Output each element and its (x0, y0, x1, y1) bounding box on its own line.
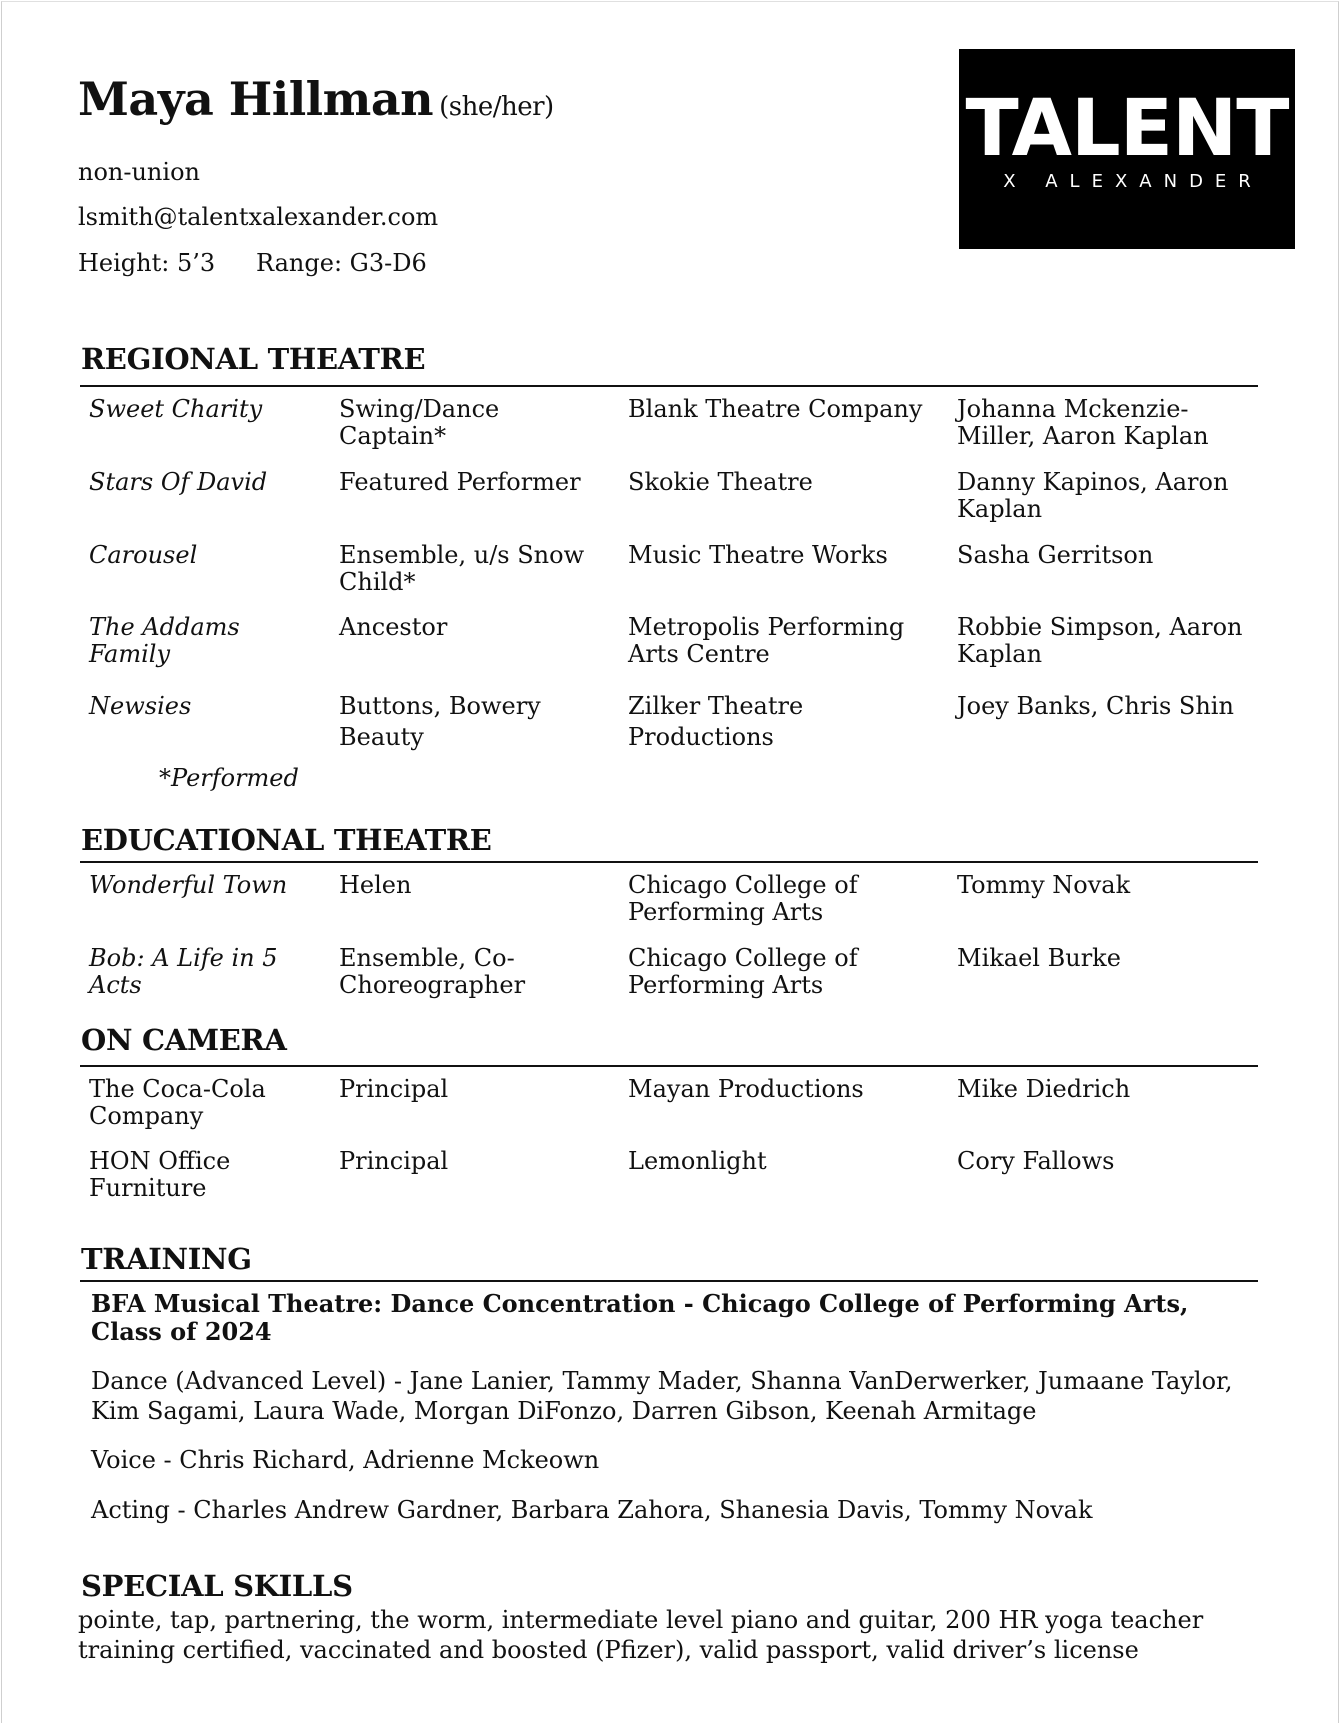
role: Ancestor (339, 613, 448, 641)
pronouns: (she/her) (439, 92, 554, 122)
actor-name: Maya Hillman (she/her) (78, 72, 554, 126)
training-degree: BFA Musical Theatre: Dance Concentration - Chicago College of Performing Arts, Class of 2024 (91, 1289, 1189, 1346)
footnote: *Performed (159, 764, 299, 792)
role: Principal (339, 1075, 449, 1103)
production-company: Lemonlight (628, 1147, 767, 1175)
company: Chicago College of Performing Arts (628, 871, 858, 926)
role: Featured Performer (339, 468, 581, 496)
show-title: Stars Of David (89, 468, 268, 496)
company: Skokie Theatre (628, 468, 813, 496)
training-voice: Voice - Chris Richard, Adrienne Mckeown (91, 1446, 600, 1474)
agency-logo (959, 49, 1295, 249)
height: Height: 5’3 (78, 249, 216, 277)
union-status: non-union (78, 158, 200, 186)
company: Zilker Theatre Productions (628, 692, 804, 751)
show-title: Bob: A Life in 5 Acts (89, 944, 278, 999)
director: Sasha Gerritson (957, 541, 1154, 569)
role: Swing/Dance Captain* (339, 395, 500, 450)
director: Johanna Mckenzie-Miller, Aaron Kaplan (957, 395, 1209, 450)
company: Metropolis Performing Arts Centre (628, 613, 905, 668)
training-dance: Dance (Advanced Level) - Jane Lanier, Tammy Mader, Shanna VanDerwerker, Jumaane Taylor, Kim Sagami, Laura Wade, Morgan DiFonzo, Darren Gibson, Keenah Armitage (91, 1367, 1233, 1425)
section-title-educational: EDUCATIONAL THEATRE (81, 823, 492, 857)
director: Robbie Simpson, Aaron Kaplan (957, 613, 1243, 668)
director: Joey Banks, Chris Shin (957, 692, 1234, 720)
section-rule (80, 1065, 1258, 1067)
skills-text: pointe, tap, partnering, the worm, intermediate level piano and guitar, 200 HR yoga teacher training certified, vaccinated and boosted (Pfizer), valid passport, valid driver’s license (78, 1606, 1204, 1664)
section-rule (80, 861, 1258, 863)
section-rule (80, 385, 1258, 387)
show-title: Sweet Charity (89, 395, 263, 423)
training-acting: Acting - Charles Andrew Gardner, Barbara Zahora, Shanesia Davis, Tommy Novak (91, 1496, 1093, 1524)
director: Mikael Burke (957, 944, 1121, 972)
show-title: Carousel (89, 541, 198, 569)
director: Cory Fallows (957, 1147, 1115, 1175)
client: The Coca-Cola Company (89, 1075, 266, 1130)
show-title: The Addams Family (89, 613, 240, 668)
email[interactable]: lsmith@talentxalexander.com (78, 203, 439, 231)
role: Helen (339, 871, 412, 899)
role: Buttons, Bowery Beauty (339, 692, 541, 751)
role: Ensemble, Co-Choreographer (339, 944, 526, 999)
role: Ensemble, u/s Snow Child* (339, 541, 585, 596)
section-rule (80, 1280, 1258, 1282)
section-title-training: TRAINING (81, 1242, 252, 1276)
role: Principal (339, 1147, 449, 1175)
production-company: Mayan Productions (628, 1075, 864, 1103)
vocal-range: Range: G3-D6 (256, 249, 427, 277)
section-title-camera: ON CAMERA (81, 1023, 287, 1057)
section-title-skills: SPECIAL SKILLS (81, 1569, 353, 1603)
director: Mike Diedrich (957, 1075, 1131, 1103)
company: Music Theatre Works (628, 541, 888, 569)
company: Chicago College of Performing Arts (628, 944, 858, 999)
show-title: Newsies (89, 692, 192, 720)
logo-line2: X ALEXANDER (1003, 171, 1263, 192)
director: Danny Kapinos, Aaron Kaplan (957, 468, 1229, 523)
section-title-regional: REGIONAL THEATRE (81, 342, 426, 376)
client: HON Office Furniture (89, 1147, 231, 1202)
logo-line1: TALENT (965, 84, 1289, 174)
show-title: Wonderful Town (89, 871, 288, 899)
director: Tommy Novak (957, 871, 1131, 899)
company: Blank Theatre Company (628, 395, 923, 423)
